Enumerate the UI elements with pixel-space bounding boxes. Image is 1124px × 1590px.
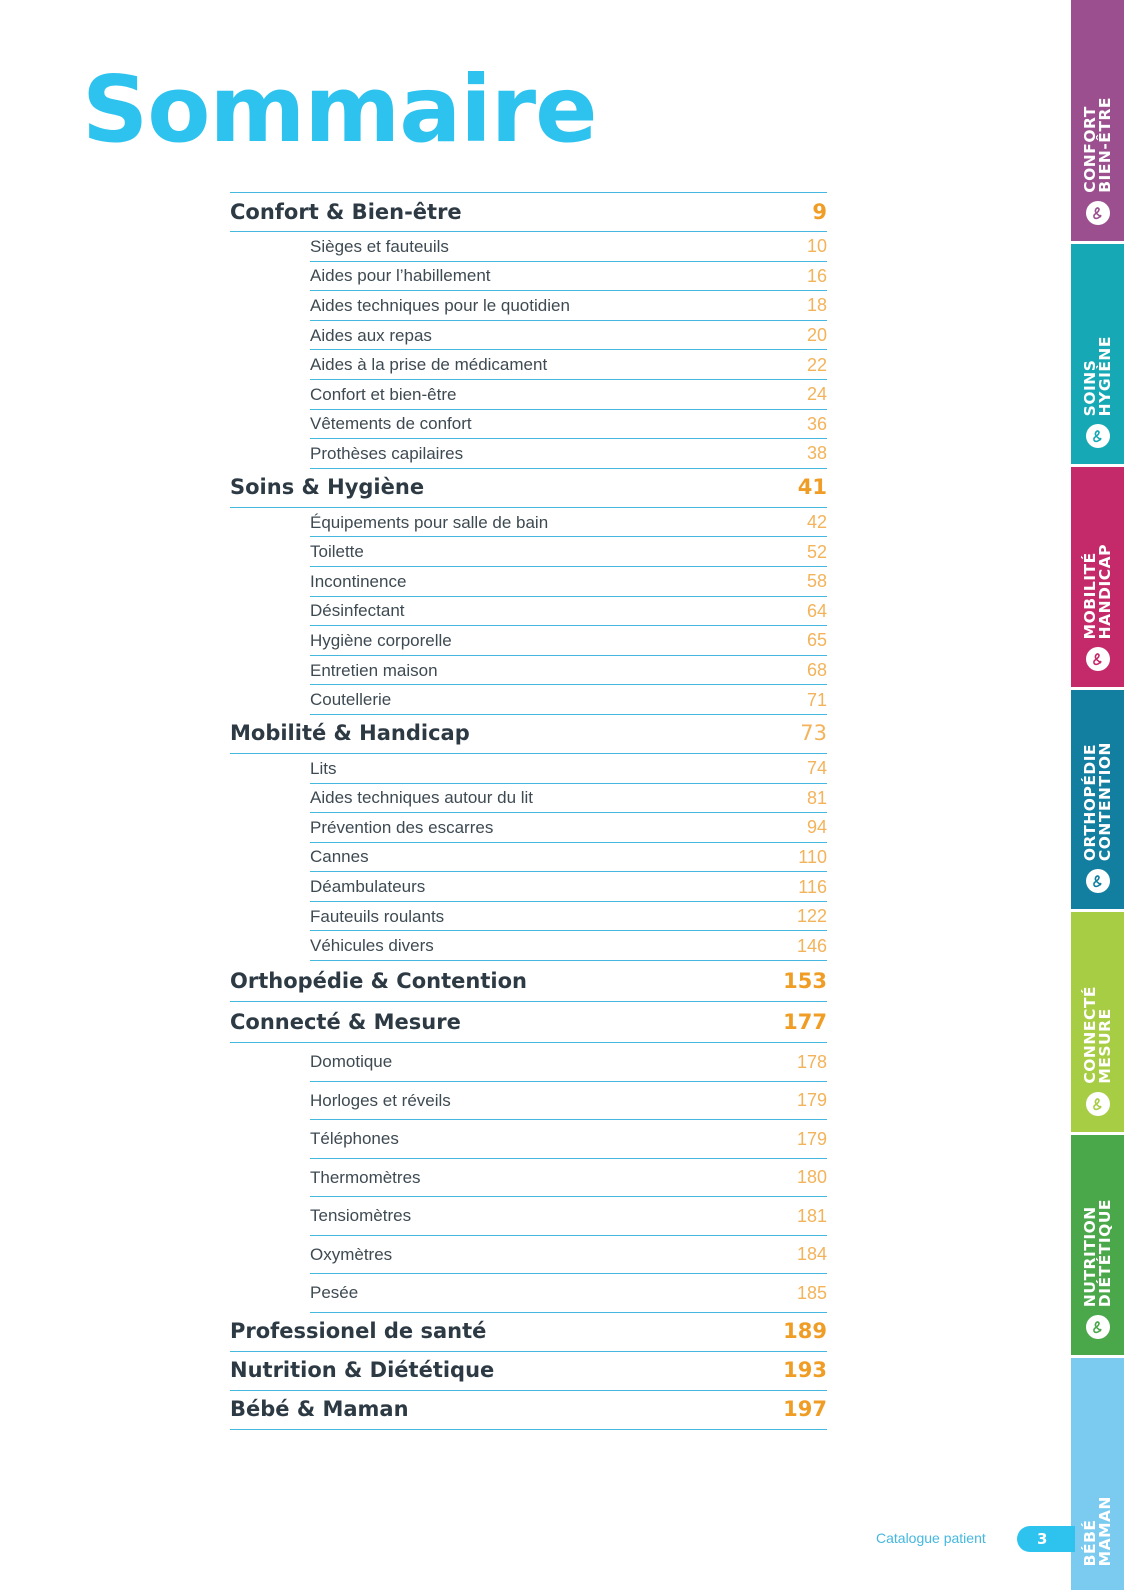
tab-confort-bien-etre[interactable] [1071, 0, 1124, 244]
toc-item[interactable] [310, 1236, 827, 1275]
toc-item-page: 38 [806, 443, 827, 464]
toc-item-label: Désinfectant [310, 601, 405, 621]
toc-item-page: 24 [806, 384, 827, 405]
toc-item[interactable] [310, 439, 827, 469]
toc-item-page: 65 [806, 630, 827, 651]
ampersand-logo-icon [1086, 1315, 1110, 1339]
toc-section-label: Nutrition & Diététique [230, 1358, 495, 1383]
tab-label [1080, 741, 1114, 861]
toc-item-label: Incontinence [310, 571, 407, 591]
toc-item-label: Confort et bien-être [310, 384, 457, 404]
toc-item-label: Prévention des escarres [310, 817, 494, 837]
toc-item-page: 178 [796, 1051, 827, 1072]
tab-label [1080, 543, 1114, 639]
table-of-contents [230, 192, 827, 1430]
toc-item[interactable] [310, 902, 827, 932]
toc-item-label: Équipements pour salle de bain [310, 512, 549, 532]
toc-section[interactable] [230, 715, 827, 754]
toc-item-page: 36 [806, 413, 827, 434]
tab-orthopedie-contention[interactable] [1071, 690, 1124, 912]
toc-item-page: 20 [806, 325, 827, 346]
tab-connecte-mesure[interactable] [1071, 912, 1124, 1135]
toc-item-page: 74 [806, 758, 827, 779]
toc-item[interactable] [310, 410, 827, 440]
tab-label-line1: NUTRITION [1080, 1206, 1099, 1307]
toc-item-page: 71 [806, 689, 827, 710]
toc-item[interactable] [310, 843, 827, 873]
toc-item-page: 122 [796, 906, 827, 927]
toc-item[interactable] [310, 1197, 827, 1236]
ampersand-logo-icon [1086, 1092, 1110, 1116]
toc-item-label: Oxymètres [310, 1244, 393, 1264]
toc-section-page: 41 [797, 475, 827, 500]
tab-label-line1: MOBILITÉ [1080, 552, 1099, 639]
footer-catalogue-label: Catalogue patient [876, 1530, 986, 1546]
ampersand-logo-icon [1086, 424, 1110, 448]
category-sidebar [1071, 0, 1124, 1590]
toc-item[interactable] [310, 1043, 827, 1082]
toc-section-page: 177 [783, 1009, 827, 1034]
toc-section-label: Soins & Hygiène [230, 475, 425, 500]
toc-section-page: 73 [800, 721, 827, 746]
toc-item-label: Coutellerie [310, 690, 392, 710]
toc-item[interactable] [310, 754, 827, 784]
toc-item[interactable] [310, 537, 827, 567]
toc-section-label: Orthopédie & Contention [230, 968, 527, 993]
toc-section-page: 153 [783, 968, 827, 993]
page-number-badge: 3 [1017, 1526, 1075, 1552]
toc-item-page: 110 [798, 846, 827, 867]
toc-item-page: 68 [806, 660, 827, 681]
toc-item-page: 180 [796, 1167, 827, 1188]
toc-section[interactable] [230, 1002, 827, 1043]
toc-section-page: 193 [783, 1358, 827, 1383]
toc-item[interactable] [310, 931, 827, 961]
ampersand-logo-icon [1086, 201, 1110, 225]
toc-item[interactable] [310, 291, 827, 321]
toc-item-label: Toilette [310, 542, 364, 562]
toc-item-label: Lits [310, 758, 337, 778]
toc-item[interactable] [310, 626, 827, 656]
toc-item-label: Déambulateurs [310, 877, 426, 897]
toc-item[interactable] [310, 350, 827, 380]
page-title: Sommaire [82, 56, 597, 163]
tab-nutrition-dietetique[interactable] [1071, 1135, 1124, 1358]
tab-soins-hygiene[interactable] [1071, 244, 1124, 467]
tab-label-line2: HANDICAP [1095, 543, 1114, 639]
tab-label-line1: ORTHOPÉDIE [1080, 743, 1099, 861]
tab-label [1080, 1198, 1114, 1307]
toc-item-page: 116 [798, 876, 827, 897]
toc-section-page: 197 [783, 1397, 827, 1422]
toc-item[interactable] [310, 232, 827, 262]
toc-item-page: 94 [806, 817, 827, 838]
toc-item-page: 58 [806, 571, 827, 592]
toc-section[interactable] [230, 1391, 827, 1430]
toc-section-page: 9 [812, 199, 827, 224]
toc-item-label: Domotique [310, 1052, 393, 1072]
tab-label [1080, 97, 1114, 193]
toc-item-page: 16 [806, 265, 827, 286]
toc-item-page: 22 [806, 354, 827, 375]
toc-item-page: 10 [806, 236, 827, 257]
toc-section[interactable] [230, 1352, 827, 1391]
toc-item[interactable] [310, 262, 827, 292]
toc-item-page: 185 [796, 1282, 827, 1303]
toc-item-page: 42 [806, 512, 827, 533]
toc-item-page: 64 [806, 600, 827, 621]
toc-item-page: 179 [796, 1090, 827, 1111]
toc-item[interactable] [310, 813, 827, 843]
toc-item-page: 81 [806, 787, 827, 808]
tab-label-line1: BÉBÉ [1080, 1519, 1099, 1566]
tab-label-line2: BIEN-ÊTRE [1095, 97, 1114, 193]
toc-item[interactable] [310, 872, 827, 902]
toc-item-label: Aides pour l’habillement [310, 266, 491, 286]
toc-item-label: Aides techniques pour le quotidien [310, 295, 570, 315]
tab-label [1080, 986, 1114, 1084]
toc-item-page: 184 [796, 1244, 827, 1265]
toc-item[interactable] [310, 1082, 827, 1121]
toc-item[interactable] [310, 321, 827, 351]
toc-item-label: Pesée [310, 1283, 359, 1303]
tab-label-line2: CONTENTION [1095, 741, 1114, 861]
toc-item-label: Tensiomètres [310, 1206, 412, 1226]
toc-section-page: 189 [783, 1319, 827, 1344]
toc-item-label: Sièges et fauteuils [310, 236, 449, 256]
toc-section[interactable] [230, 193, 827, 232]
tab-label-line2: MESURE [1095, 1008, 1114, 1084]
toc-item[interactable] [310, 380, 827, 410]
toc-item-label: Téléphones [310, 1129, 399, 1149]
toc-section-label: Bébé & Maman [230, 1397, 409, 1422]
toc-section[interactable] [230, 961, 827, 1002]
toc-item-label: Entretien maison [310, 660, 438, 680]
toc-item-label: Aides aux repas [310, 325, 432, 345]
toc-item-page: 18 [806, 295, 827, 316]
tab-label-line1: CONNECTÉ [1080, 986, 1099, 1084]
toc-item[interactable] [310, 656, 827, 686]
toc-item-label: Vêtements de confort [310, 414, 472, 434]
tab-bebe-maman[interactable] [1071, 1358, 1124, 1590]
tab-label-line2: DIÉTÉTIQUE [1095, 1198, 1114, 1307]
toc-item-label: Aides à la prise de médicament [310, 355, 548, 375]
toc-item-page: 181 [796, 1205, 827, 1226]
toc-item[interactable] [310, 1159, 827, 1198]
toc-item-page: 146 [796, 935, 827, 956]
toc-section[interactable] [230, 1313, 827, 1352]
toc-section-label: Professionel de santé [230, 1319, 487, 1344]
tab-label-line1: SOINS [1080, 359, 1099, 416]
toc-section-label: Connecté & Mesure [230, 1009, 461, 1034]
toc-item[interactable] [310, 1274, 827, 1313]
tab-label [1080, 1495, 1114, 1566]
toc-item[interactable] [310, 784, 827, 814]
toc-section-label: Confort & Bien-être [230, 199, 462, 224]
tab-label-line1: CONFORT [1080, 106, 1099, 193]
toc-item[interactable] [310, 685, 827, 715]
toc-item-label: Cannes [310, 847, 369, 867]
tab-label-line2: HYGIÈNE [1095, 335, 1114, 416]
tab-mobilite-handicap[interactable] [1071, 467, 1124, 690]
toc-item-page: 52 [806, 541, 827, 562]
ampersand-logo-icon [1086, 869, 1110, 893]
toc-item-label: Véhicules divers [310, 936, 434, 956]
toc-section[interactable] [230, 469, 827, 508]
toc-item-label: Hygiène corporelle [310, 630, 452, 650]
toc-item-label: Horloges et réveils [310, 1090, 451, 1110]
toc-section-label: Mobilité & Handicap [230, 721, 470, 746]
toc-item-label: Prothèses capilaires [310, 443, 464, 463]
toc-item-page: 179 [796, 1128, 827, 1149]
toc-item[interactable] [310, 508, 827, 538]
toc-item-label: Fauteuils roulants [310, 906, 445, 926]
toc-item[interactable] [310, 597, 827, 627]
tab-label-line2: MAMAN [1095, 1495, 1114, 1566]
toc-item-label: Thermomètres [310, 1167, 421, 1187]
ampersand-logo-icon [1086, 647, 1110, 671]
toc-item-label: Aides techniques autour du lit [310, 788, 534, 808]
toc-item[interactable] [310, 567, 827, 597]
toc-item[interactable] [310, 1120, 827, 1159]
tab-label [1080, 335, 1114, 416]
